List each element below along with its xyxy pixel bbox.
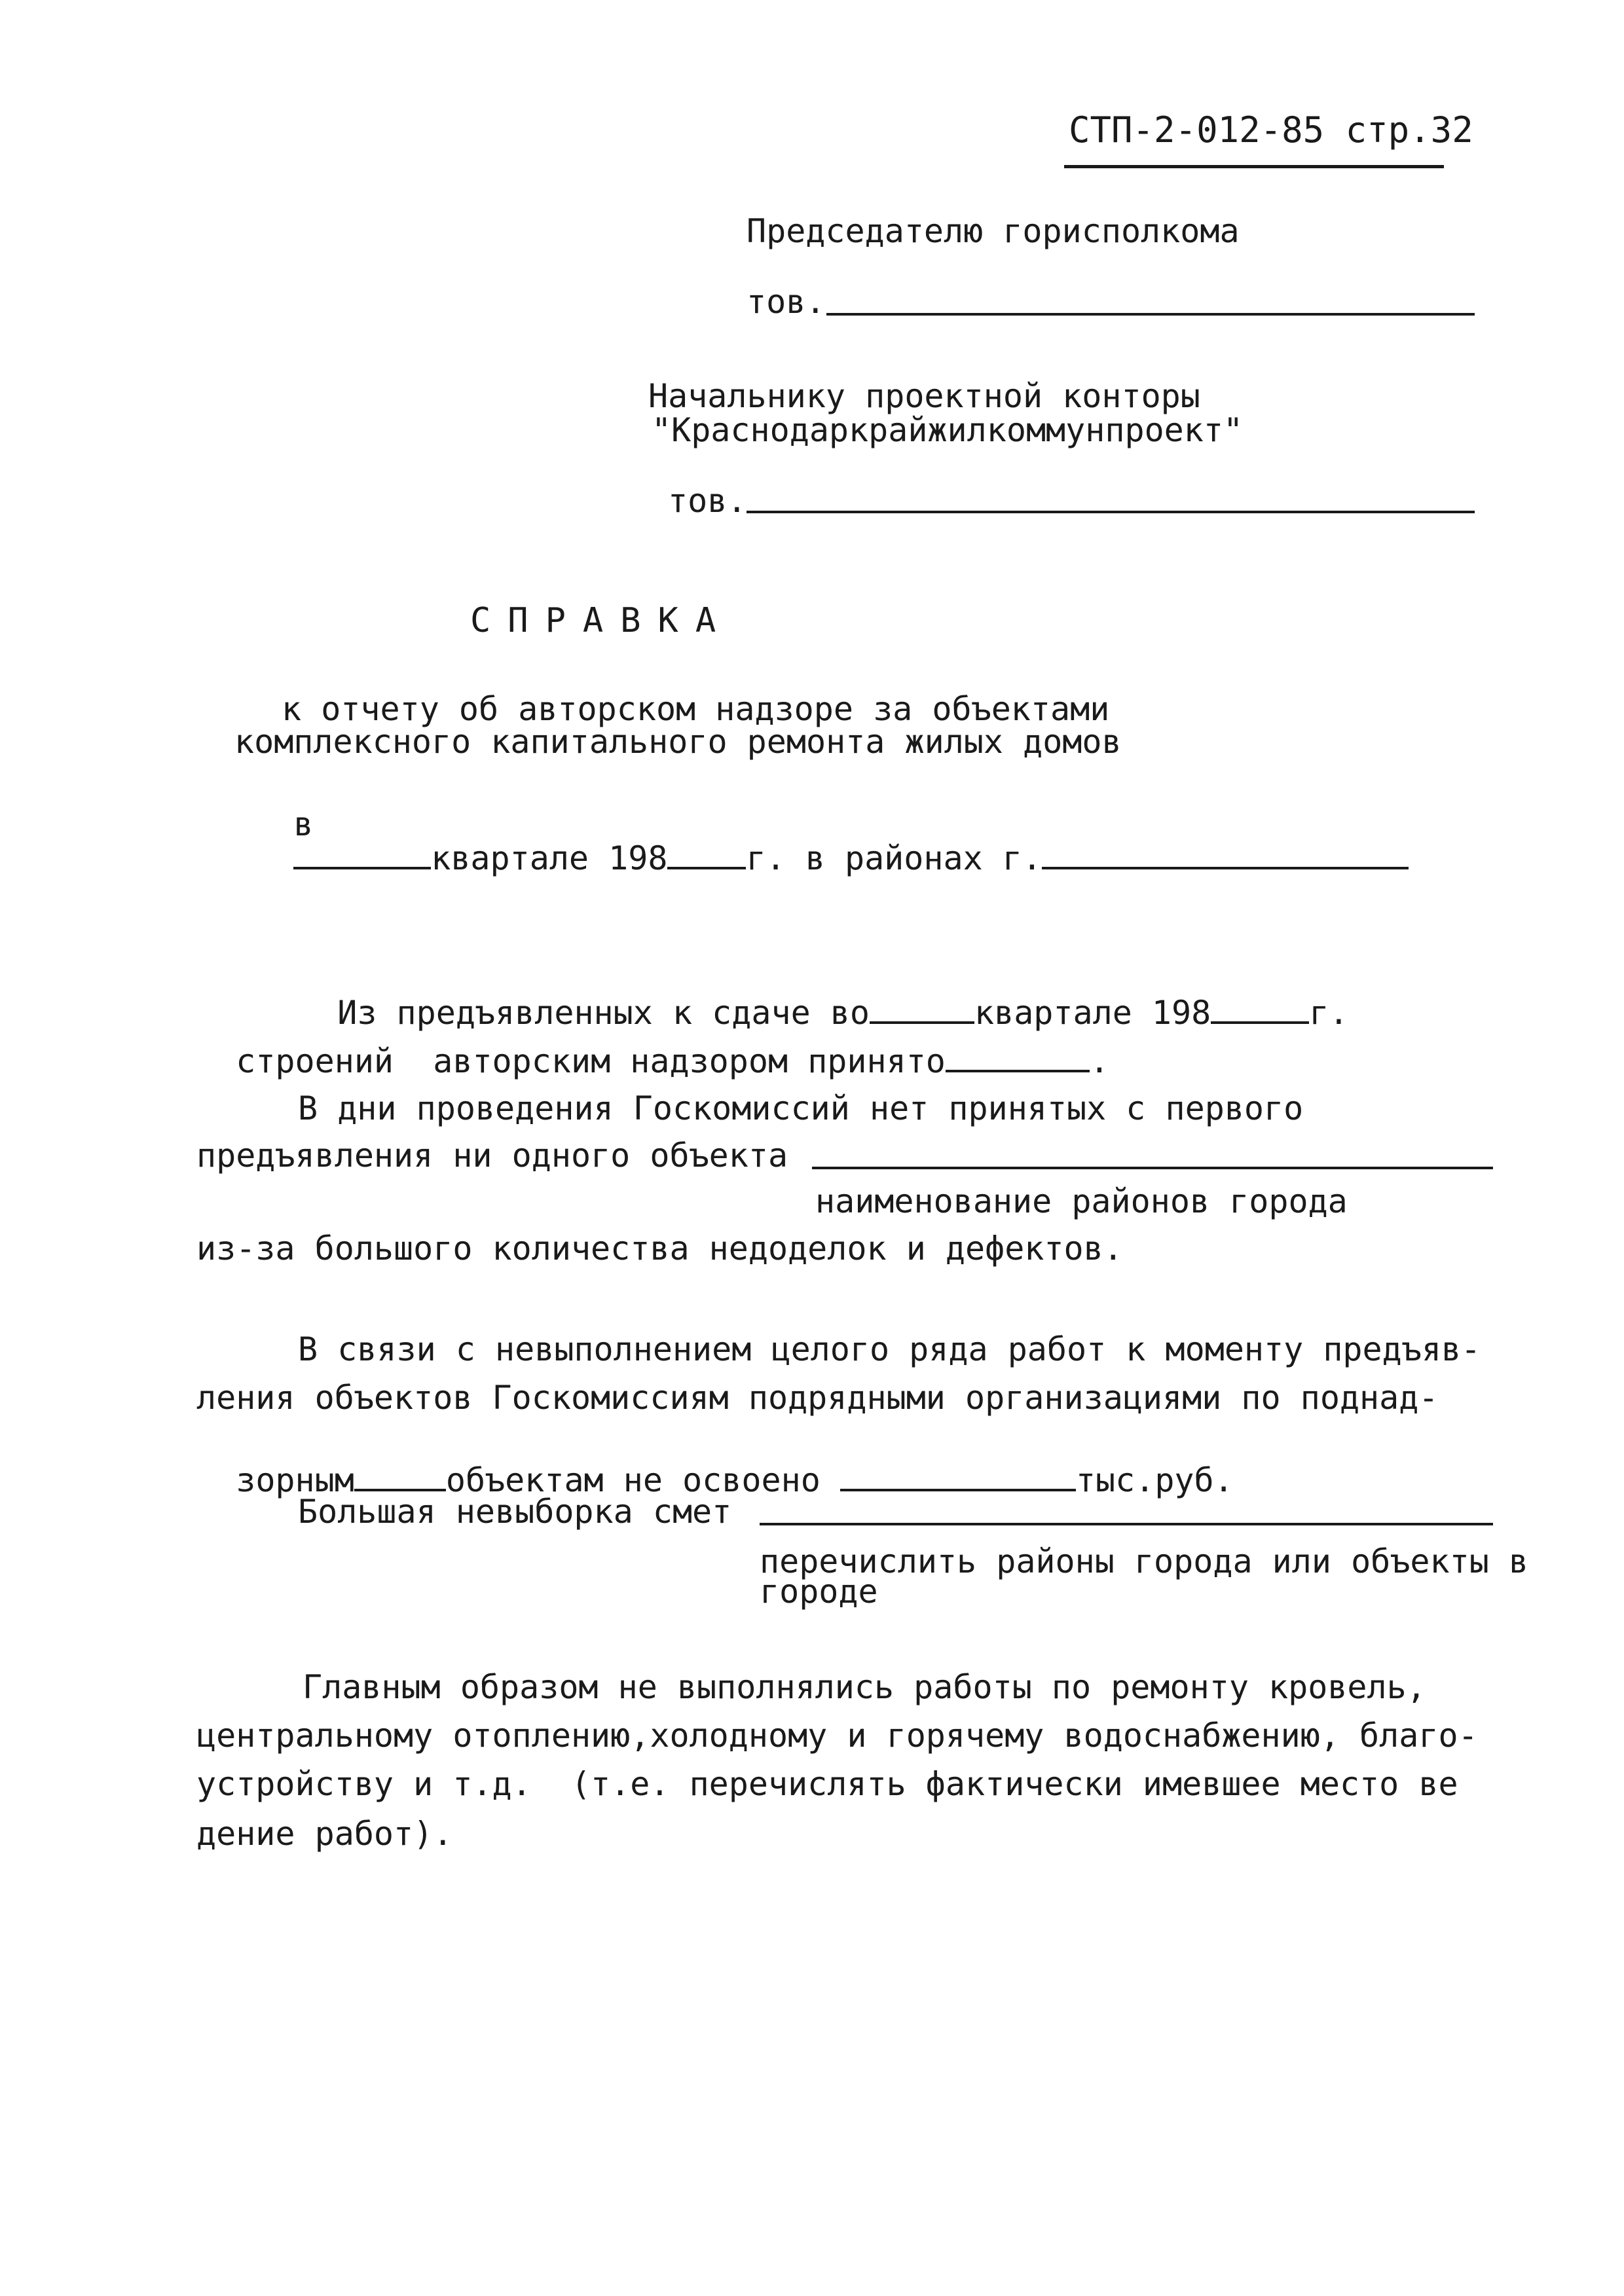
districts-field[interactable]: [812, 1167, 1493, 1169]
p1-text-d: строений авторским надзором принято: [236, 1042, 946, 1080]
accepted-count-field[interactable]: [946, 1044, 1090, 1072]
p2-caption: наименование районов города: [815, 1182, 1348, 1220]
p2-line-3: из-за большого количества недоделок и дефектов.: [196, 1230, 1123, 1267]
head-name-field[interactable]: [747, 511, 1475, 513]
p4-caption-2: городе: [760, 1573, 878, 1611]
document-title: СПРАВКА: [470, 601, 733, 640]
subtitle-quarter: квартале 198: [431, 839, 668, 877]
addressee-head-tov: тов.: [668, 482, 747, 520]
p1-text-c: г.: [1309, 994, 1349, 1032]
p1-text-a: Из предъявленных к сдаче во: [337, 994, 870, 1032]
year-field[interactable]: [667, 841, 746, 869]
addressee-head: Начальнику проектной конторы: [648, 377, 1200, 415]
p1-text-e: .: [1089, 1042, 1110, 1080]
subtitle-line-3: [254, 775, 1409, 875]
estimates-field[interactable]: [760, 1523, 1493, 1525]
amount-field[interactable]: [840, 1463, 1076, 1491]
quarter-field[interactable]: [293, 841, 431, 869]
objects-count-field[interactable]: [354, 1463, 446, 1491]
p2-line-2: предъявления ни одного объекта: [196, 1137, 788, 1175]
header-underline: [1064, 165, 1444, 168]
p3-text-b: объектам не освоено: [445, 1461, 821, 1499]
p3-text-a: зорным: [236, 1461, 354, 1499]
addressee-organization: "Краснодаркрайжилкоммунпроект": [652, 411, 1244, 449]
addressee-chairman: Председателю горисполкома: [747, 212, 1240, 250]
p1-year-field[interactable]: [1211, 995, 1309, 1024]
subtitle-districts: г. в районах г.: [746, 839, 1042, 877]
document-code: СТП-2-012-85 стр.32: [1069, 109, 1473, 151]
p4-line-1: Большая невыборка смет: [298, 1493, 732, 1531]
p1-line-2: [196, 1011, 1109, 1078]
subtitle-line-2: комплексного капитального ремонта жилых домов: [234, 723, 1122, 761]
p5-line-4: дение работ).: [196, 1815, 453, 1853]
city-field[interactable]: [1042, 841, 1409, 869]
chairman-name-field[interactable]: [826, 313, 1475, 316]
subtitle-prep: в: [293, 805, 314, 843]
p3-line-2: ления объектов Госкомиссиям подрядными организациями по поднад-: [196, 1379, 1439, 1417]
p5-line-1: Главным образом не выполнялись работы по ремонту кровель,: [303, 1668, 1426, 1706]
p3-line-1: В связи с невыполнением целого ряда работ к моменту предъяв-: [298, 1330, 1481, 1368]
subtitle-line-1: к отчету об авторском надзоре за объектами: [282, 690, 1110, 728]
p3-line-3: [196, 1430, 1234, 1497]
p5-line-2: центральному отоплению,холодному и горячему водоснабжению, благо-: [196, 1717, 1478, 1755]
p4-caption-1: перечислить районы города или объекты в: [760, 1542, 1528, 1580]
p2-line-1: В дни проведения Госкомиссий нет принятых с первого: [298, 1089, 1304, 1127]
p3-text-c: тыс.руб.: [1075, 1461, 1234, 1499]
p5-line-3: устройству и т.д. (т.е. перечислять фактически имевшее место ве: [196, 1765, 1458, 1803]
addressee-chairman-tov: тов.: [747, 283, 826, 321]
p1-text-b: квартале 198: [974, 994, 1211, 1032]
